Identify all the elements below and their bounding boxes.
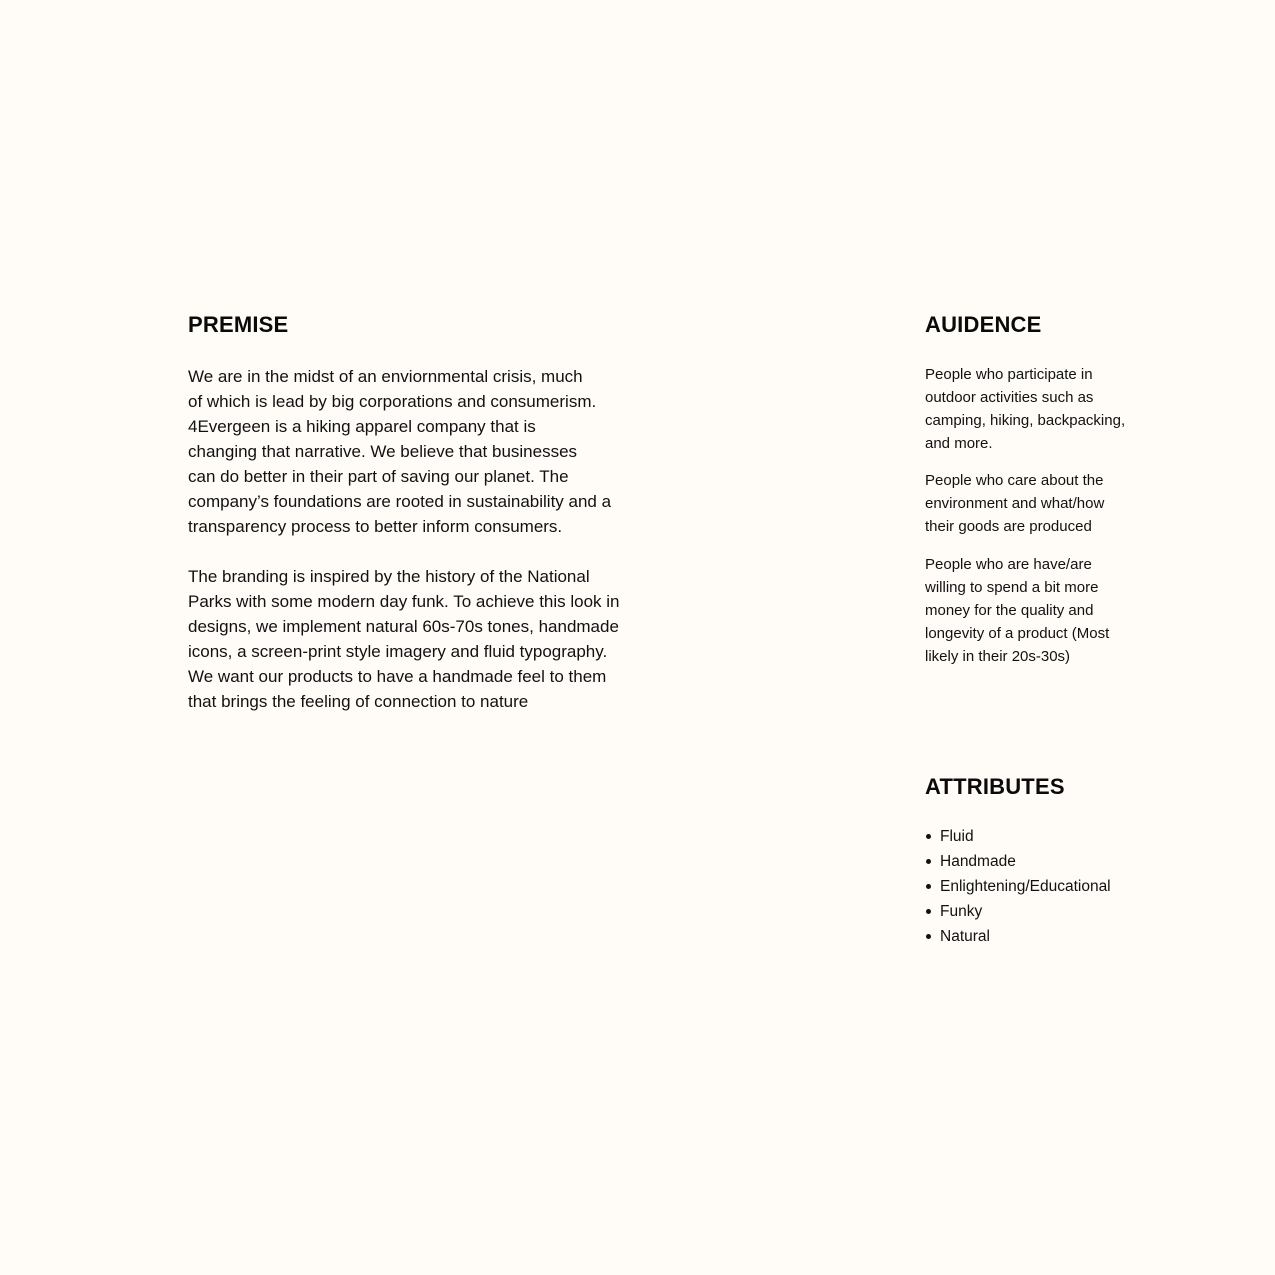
attribute-label: Natural bbox=[940, 928, 990, 945]
audience-item-environment bbox=[925, 469, 1104, 538]
premise-line: designs, we implement natural 60s-70s tones, handmade bbox=[188, 617, 619, 636]
premise-line: that brings the feeling of connection to nature bbox=[188, 692, 529, 711]
audience-line: money for the quality and bbox=[925, 602, 1094, 619]
audience-line: and more. bbox=[925, 435, 993, 452]
premise-paragraph-1 bbox=[188, 364, 611, 539]
audience-line: People who care about the bbox=[925, 472, 1104, 489]
audience-line: willing to spend a bit more bbox=[925, 579, 1099, 596]
premise-line: icons, a screen-print style imagery and fluid typography. bbox=[188, 642, 608, 661]
audience-line: People who are have/are bbox=[925, 556, 1092, 573]
attribute-item bbox=[925, 824, 1111, 849]
premise-line: changing that narrative. We believe that businesses bbox=[188, 442, 578, 461]
audience-line: their goods are produced bbox=[925, 518, 1092, 535]
premise-line: The branding is inspired by the history of the National bbox=[188, 567, 590, 586]
premise-heading: PREMISE bbox=[188, 312, 289, 337]
audience-line: likely in their 20s-30s) bbox=[925, 648, 1071, 665]
audience-item-outdoor bbox=[925, 363, 1125, 455]
premise-paragraph-2 bbox=[188, 564, 620, 714]
attribute-item bbox=[925, 924, 1111, 949]
premise-line: We want our products to have a handmade feel to them bbox=[188, 667, 607, 686]
attribute-item bbox=[925, 899, 1111, 924]
bullet-icon bbox=[926, 884, 931, 889]
bullet-icon bbox=[926, 834, 931, 839]
attributes-list bbox=[925, 824, 1111, 949]
audience-heading: AUIDENCE bbox=[925, 312, 1042, 337]
attribute-label: Enlightening/Educational bbox=[940, 878, 1111, 895]
audience-line: outdoor activities such as bbox=[925, 389, 1094, 406]
attribute-item bbox=[925, 849, 1111, 874]
attribute-item bbox=[925, 874, 1111, 899]
premise-line: of which is lead by big corporations and consumerism. bbox=[188, 392, 597, 411]
audience-item-spending bbox=[925, 553, 1109, 668]
bullet-icon bbox=[926, 909, 931, 914]
bullet-icon bbox=[926, 934, 931, 939]
audience-line: environment and what/how bbox=[925, 495, 1105, 512]
premise-line: 4Evergeen is a hiking apparel company that is bbox=[188, 417, 536, 436]
premise-line: transparency process to better inform consumers. bbox=[188, 517, 563, 536]
audience-line: camping, hiking, backpacking, bbox=[925, 412, 1126, 429]
premise-line: We are in the midst of an enviornmental crisis, much bbox=[188, 367, 583, 386]
bullet-icon bbox=[926, 859, 931, 864]
premise-line: company’s foundations are rooted in sustainability and a bbox=[188, 492, 612, 511]
premise-line: can do better in their part of saving our planet. The bbox=[188, 467, 569, 486]
attribute-label: Handmade bbox=[940, 853, 1016, 870]
audience-line: People who participate in bbox=[925, 366, 1093, 383]
attribute-label: Funky bbox=[940, 903, 983, 920]
attribute-label: Fluid bbox=[940, 828, 974, 845]
premise-line: Parks with some modern day funk. To achieve this look in bbox=[188, 592, 620, 611]
attributes-heading: ATTRIBUTES bbox=[925, 774, 1065, 799]
audience-line: longevity of a product (Most bbox=[925, 625, 1110, 642]
